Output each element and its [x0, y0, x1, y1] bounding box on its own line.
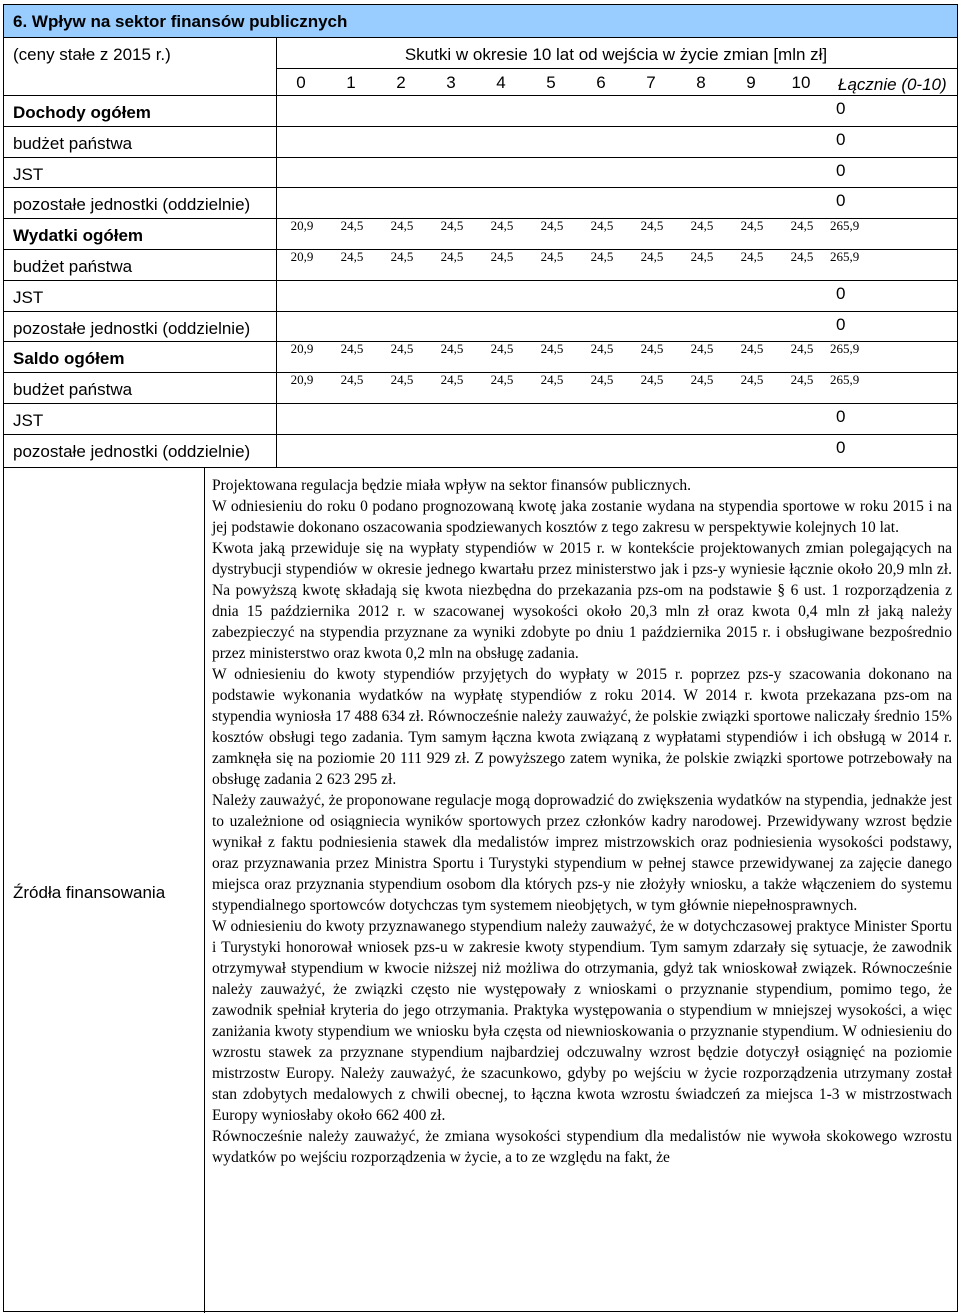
year-value: 24,5 [390, 341, 414, 356]
table-divider [4, 187, 957, 188]
row-total: 0 [836, 438, 846, 457]
year-header: 0 [296, 73, 306, 92]
row-total: 265,9 [830, 249, 860, 264]
row-total: 0 [836, 284, 846, 303]
sources-paragraph: W odniesieniu do kwoty stypendiów przyjętych do wypłaty w 2015 r. poprzez pzs-y szacowania dokonano na podstawie wykonania wydatków na wypłatę stypendiów z roku 2014. W 2014 r. kwota przekazana pzs-om na stypendia wyniosła 17 488 634 zł. Równocześnie należy zauważyć, że polskie związki sportowe naliczały średnio 15% kosztów obsługi tego zadania. Tym samym łączna kwota związaną z wypłatami stypendiów i ich obsługą w 2014 r. zamknęła się na poziomie 20 111 929 zł. Z powyższego zatem wynika, że polskie związki sportowe potrzebowały na obsługę zadania 2 623 295 zł. [212, 666, 952, 788]
year-value: 20,9 [290, 341, 314, 356]
row-total: 265,9 [830, 372, 860, 387]
year-value: 24,5 [690, 249, 714, 264]
year-value: 24,5 [440, 249, 464, 264]
sources-paragraph: Projektowana regulacja będzie miała wpływ na sektor finansów publicznych. [212, 477, 692, 494]
year-header: 3 [446, 73, 456, 92]
row-label: JST [13, 288, 44, 307]
year-value: 24,5 [690, 341, 714, 356]
sources-paragraph: Należy zauważyć, że proponowane regulacje mogą doprowadzić do zwiększenia wydatków na stypendia, jednakże jest to uzależnione od osiągniecia wyników sportowych przez członków kadry narodowej. Przewidywany wzrost będzie wynikał z faktu podniesienia stawek dla medalistów imprez mistrzowskich oraz podniesienia wysokości podstawy, oraz przyznawania przez Ministra Sportu i Turystyki stypendium w pełnej stawce przewidywanej za zajęcie danego miejsca oraz przyznania stypendium osobom dla których pzs-y nie złożyły wniosku, a także włączeniem do systemu stypendialnego sportowców dotychczas tym systemem nieobjętych, w tym głównie niepełnosprawnych. [212, 792, 952, 914]
row-label: budżet państwa [13, 380, 133, 399]
year-header: 4 [496, 73, 506, 92]
sources-paragraph: Kwota jaką przewiduje się na wypłaty stypendiów w 2015 r. w kontekście projektowanych zmian polegających na dystrybucji stypendiów w okresie jednego kwartału przez ministerstwo jak i pzs-y wyniesie łącznie około 20,9 mln zł. Na powyższą kwotę składają się kwota niezbędna do przekazania pzs-om na podstawie § 6 ust. 1 rozporządzenia z dnia 15 października 2012 r. w szacowanej wysokości około 20,3 mln zł oraz kwota 0,4 mln zł jaką należy zabezpieczyć na stypendia przyznane za wyniki zdobyte po dniu 1 października 2015 r. i obsługiwane bezpośrednio przez ministerstwo oraz kwota 0,2 mln na obsługę zadania. [212, 540, 952, 662]
year-value: 24,5 [490, 218, 514, 233]
sources-description [212, 475, 952, 1168]
year-value: 24,5 [540, 341, 564, 356]
table-divider [204, 467, 205, 1313]
row-label: Wydatki ogółem [13, 226, 144, 245]
table-divider [4, 157, 957, 158]
year-header: 10 [791, 73, 811, 92]
year-value: 24,5 [740, 218, 764, 233]
year-value: 24,5 [690, 218, 714, 233]
year-header: 2 [396, 73, 406, 92]
year-value: 24,5 [640, 372, 664, 387]
table-divider [4, 280, 957, 281]
year-value: 24,5 [540, 372, 564, 387]
table-divider [4, 403, 957, 404]
year-value: 24,5 [590, 372, 614, 387]
sources-label: Źródła finansowania [13, 883, 166, 902]
year-header: 8 [696, 73, 706, 92]
row-total: 0 [836, 130, 846, 149]
section-title: 6. Wpływ na sektor finansów publicznych [4, 5, 957, 38]
year-value: 24,5 [590, 218, 614, 233]
table-divider [4, 95, 957, 96]
table-divider [4, 467, 957, 468]
year-value: 24,5 [490, 341, 514, 356]
year-header: 5 [546, 73, 556, 92]
sources-paragraph: W odniesieniu do kwoty przyznawanego stypendium należy zauważyć, że w dotychczasowej praktyce Minister Sportu i Turystyki honorował wniosek pzs-u w zakresie kwoty stypendium. Tym samym zdarzały się sytuacje, że zawodnik otrzymywał stypendium w kwocie niższej niż możliwa do otrzymania, gdyż tak wnioskował związek. Równocześnie należy zauważyć, że związki często nie występowały z wnioskami o przyznanie stypendium, pomimo tego, że zawodnik spełniał kryteria do jego otrzymania. Praktyka występowania o stypendium w mniejszej wysokości, a więc zaniżania kwoty stypendium we wniosku była częsta od niewnioskowania o przyznanie stypendium. W odniesieniu do wzrostu stawek za przyznane stypendium najbardziej odczuwalny wzrost będzie dotyczył osiągnięć na poziomie mistrzostw Europy. Należy zauważyć, że szacunkowo, gdyby po wejściu w życie rozporządzenia utrzymany został stan zdobytych medalowych z chwili obecnej, to łączna kwota wzrostu świadczeń za miejsca 1-3 w mistrzostwach Europy wyniosłaby około 662 400 zł. [212, 918, 952, 1124]
year-value: 24,5 [690, 372, 714, 387]
year-value: 24,5 [540, 218, 564, 233]
year-value: 20,9 [290, 372, 314, 387]
year-value: 24,5 [340, 341, 364, 356]
row-total: 0 [836, 99, 846, 118]
year-value: 24,5 [440, 372, 464, 387]
year-value: 24,5 [640, 249, 664, 264]
year-value: 24,5 [790, 218, 814, 233]
row-label: budżet państwa [13, 134, 133, 153]
year-value: 24,5 [340, 218, 364, 233]
row-label: pozostałe jednostki (oddzielnie) [13, 195, 251, 214]
row-label: JST [13, 411, 44, 430]
year-value: 24,5 [340, 372, 364, 387]
year-value: 24,5 [440, 341, 464, 356]
table-divider [4, 311, 957, 312]
price-basis: (ceny stałe z 2015 r.) [13, 45, 171, 64]
year-value: 24,5 [640, 218, 664, 233]
row-total: 265,9 [830, 341, 860, 356]
year-value: 24,5 [790, 249, 814, 264]
year-value: 24,5 [590, 249, 614, 264]
year-value: 24,5 [390, 372, 414, 387]
row-label: Saldo ogółem [13, 349, 125, 368]
row-label: JST [13, 165, 44, 184]
row-label: budżet państwa [13, 257, 133, 276]
year-value: 24,5 [590, 341, 614, 356]
year-value: 20,9 [290, 218, 314, 233]
year-value: 24,5 [540, 249, 564, 264]
year-value: 24,5 [740, 372, 764, 387]
year-value: 24,5 [440, 218, 464, 233]
row-label: pozostałe jednostki (oddzielnie) [13, 442, 251, 461]
year-value: 24,5 [740, 249, 764, 264]
row-label: pozostałe jednostki (oddzielnie) [13, 319, 251, 338]
year-value: 24,5 [640, 341, 664, 356]
table-divider [4, 434, 957, 435]
row-label: Dochody ogółem [13, 103, 151, 122]
total-column-header: Łącznie (0-10) [838, 75, 947, 94]
row-total: 265,9 [830, 218, 860, 233]
year-header: 1 [346, 73, 356, 92]
year-value: 24,5 [740, 341, 764, 356]
year-header: 9 [746, 73, 756, 92]
row-total: 0 [836, 407, 846, 426]
sources-paragraph: W odniesieniu do roku 0 podano prognozowaną kwotę jaka zostanie wydana na stypendia sportowe w roku 2015 i na jej podstawie dokonano oszacowania spodziewanych kosztów z tego zakresu w perspektywie kolejnych 10 lat. [212, 498, 952, 536]
year-value: 24,5 [340, 249, 364, 264]
table-divider [4, 126, 957, 127]
year-value: 24,5 [390, 218, 414, 233]
year-value: 24,5 [790, 372, 814, 387]
year-header: 6 [596, 73, 606, 92]
row-total: 0 [836, 161, 846, 180]
table-caption: Skutki w okresie 10 lat od wejścia w życie zmian [mln zł] [404, 45, 828, 64]
year-value: 20,9 [290, 249, 314, 264]
year-value: 24,5 [490, 372, 514, 387]
row-total: 0 [836, 191, 846, 210]
year-value: 24,5 [390, 249, 414, 264]
year-value: 24,5 [490, 249, 514, 264]
impact-section [3, 4, 958, 1312]
row-total: 0 [836, 315, 846, 334]
year-header: 7 [646, 73, 656, 92]
sources-paragraph: Równocześnie należy zauważyć, że zmiana wysokości stypendium dla medalistów nie wywoła skokowego wzrostu wydatków po wejściu rozporządzenia w życie, a to ze względu na fakt, że [212, 1128, 952, 1166]
year-value: 24,5 [790, 341, 814, 356]
table-divider [276, 68, 957, 69]
